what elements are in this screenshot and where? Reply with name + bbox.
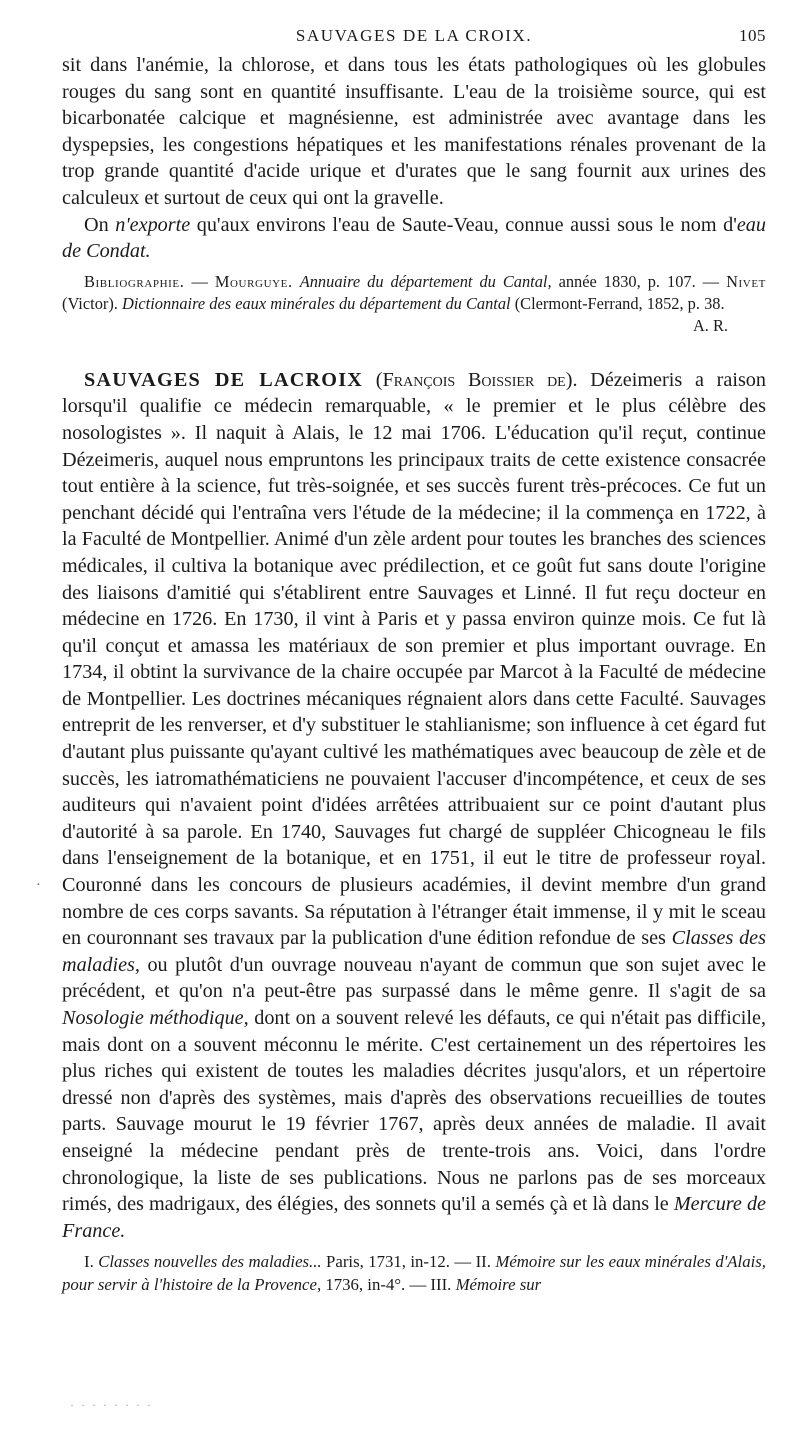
document-page (62, 22, 766, 1296)
italic-run: n'exporte (115, 213, 191, 236)
work-number: II. (475, 1252, 496, 1272)
margin-mark: · (36, 878, 41, 893)
text-run: — (184, 271, 215, 291)
work-title: Mémoire sur (455, 1275, 542, 1295)
author-mourguye: Mourguye. (214, 271, 293, 291)
work-title-nosologie: Nosologie méthodique, (62, 1007, 249, 1029)
bibliography (62, 271, 766, 335)
text-run: ou plutôt d'un ouvrage nouveau n'ayant de commun que son sujet avec le précédent, et qu'on n'a peut-être pas surpassé dans le même genre. Il s'agit de sa (62, 953, 766, 1003)
text-run: qu'aux environs l'eau de Saute-Veau, connue aussi sous le nom d' (190, 213, 737, 236)
text-run: année 1830, p. 107. — (551, 271, 727, 291)
work-title-mercure: Mercure de France. (62, 1193, 766, 1242)
article-sauvages (62, 367, 766, 1245)
text-run: dont on a souvent relevé les défauts, ce qui n'était pas difficile, mais dont on a souvent méconnu le mérite. C'est certainement un des répertoires les plus riches qui existent de toutes les maladies décrites jusqu'alors, et un répertoire dressé non d'après des systèmes, mais d'après des observations recueillies de toutes parts. Sauvage mourut le 19 février 1767, après deux années de maladie. Il avait enseigné la médecine pendant près de trente-trois ans. Voici, dans l'ordre chronologique, la liste de ses publications. Nous ne parlons pas de ses morceaux rimés, des madrigaux, des élégies, des sonnets qu'il a semés çà et là dans le (62, 1007, 766, 1216)
headword: SAUVAGES DE LACROIX (84, 368, 364, 391)
work-title: Mémoire sur les eaux minérales d'Alais, pour servir à l'histoire de la Provence, (62, 1252, 766, 1295)
article-signature: A. R. (692, 315, 728, 335)
text-run: 1736, in-4°. — (321, 1275, 431, 1295)
page-number: 105 (739, 26, 766, 45)
text-run: (Clermont-Ferrand, 1852, p. 38. (510, 293, 725, 313)
work-number: III. (430, 1275, 456, 1295)
text-run: Paris, 1731, in-12. — (321, 1252, 476, 1272)
author-nivet: Nivet (726, 271, 766, 291)
work-title: Classes nouvelles des maladies... (98, 1252, 322, 1272)
bibliography-label: Bibliographie. (84, 271, 185, 291)
footer-dots: · · · · · · · · (70, 1398, 153, 1412)
title-annuaire: Annuaire du département du Cantal, (299, 271, 552, 291)
text-run: On (84, 213, 116, 236)
page-header (62, 22, 766, 52)
text-run (293, 272, 300, 291)
text-run: ( (363, 368, 383, 391)
paragraph-export (62, 212, 766, 265)
paragraph-mineral-waters: sit dans l'anémie, la chlorose, et dans tous les états pathologiques où les globules rouges du sang sont en quantité insuffisante. L'eau de la troisième source, qui est bicarbonatée calcique et magnésienne, est administrée avec avantage dans les dyspepsies, les congestions hépatiques et les manifestations rénales provenant de la trop grande quantité d'acide urique et d'urates que le sang fournit aux urines des calculeux et surtout de ceux qui ont la gravelle. (62, 54, 766, 209)
text-run: Dézeimeris a raison lorsqu'il qualifie ce médecin remarquable, « le premier et le plus célèbre des nosologistes ». Il naquit à Alais, le 12 mai 1706. L'éducation qu'il reçut, continue Dézeimeris, auquel nous empruntons les principaux traits de cette existence consacrée tout entière à la science, fut très-soignée, et ses succès furent très-précoces. Ce fut un penchant décidé qui l'entraîna vers l'étude de la médecine; il la commença en 1722, à la Faculté de Montpellier. Animé d'un zèle ardent pour toutes les branches des sciences médicales, il cultiva la botanique avec prédilection, et ce goût fut sans doute l'origine des liaisons d'amitié qui s'établirent entre Sauvages et Linné. Il fut reçu docteur en médecine en 1726. En 1730, il vint à Paris et y passa environ quinze mois. Ce fut là qu'il conçut et amassa les matériaux de son premier et plus important ouvrage. En 1734, il obtint la survivance de la chaire occupée par Marcot à la Faculté de médecine de Montpellier. Les doctrines mécaniques régnaient alors dans cette Faculté. Sauvages entreprit de les renverser, et d'y substituer le stahlianisme; son influence à cet égard fut d'autant plus puissante qu'ayant cultivé les mathématiques avec beaucoup de zèle et de succès, les iatromathématiciens ne pouvaient l'accuser d'incompétence, et ceux de ses auditeurs qui n'avaient point d'idées arrêtées attribuaient sur ce point d'autant plus d'autorité à sa parole. En 1740, Sauvages fut chargé de suppléer Chicogneau le fils dans l'enseignement de la botanique, et en 1751, il eut le titre de professeur royal. Couronné dans les concours de plusieurs académies, il devint membre d'un grand nombre de ces corps savants. Sa réputation à l'étranger était immense, il y mit le sceau en couronnant ses travaux par la publication d'une édition refondue de ses (62, 368, 766, 950)
italic-run: eau de Condat. (62, 213, 766, 263)
text-run: ). (565, 368, 591, 391)
works-list (62, 1250, 766, 1296)
work-number: I. (84, 1252, 99, 1272)
title-dictionnaire: Dictionnaire des eaux minérales du département du Cantal (122, 293, 511, 313)
full-name: François Boissier de (382, 368, 566, 391)
text-run: (Victor). (62, 293, 122, 313)
running-title: SAUVAGES DE LA CROIX. (295, 26, 533, 45)
work-title-classes: Classes des maladies, (62, 927, 766, 976)
